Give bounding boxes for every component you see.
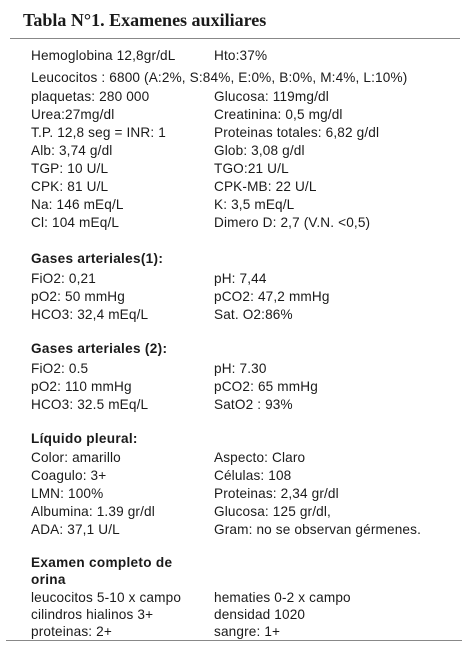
lab-value: T.P. 12,8 seg = INR: 1 xyxy=(31,125,166,140)
lab-value: pCO2: 65 mmHg xyxy=(214,379,318,394)
section-heading: Líquido pleural: xyxy=(31,431,138,446)
lab-value: Proteinas: 2,34 gr/dl xyxy=(214,486,339,501)
lab-value: Na: 146 mEq/L xyxy=(31,197,124,212)
lab-value: HCO3: 32.5 mEq/L xyxy=(31,397,149,412)
lab-value: Dimero D: 2,7 (V.N. <0,5) xyxy=(214,215,371,230)
lab-value: Proteinas totales: 6,82 g/dl xyxy=(214,125,380,140)
section-heading: Gases arteriales(1): xyxy=(31,251,164,266)
lab-value: cilindros hialinos 3+ xyxy=(31,607,154,622)
lab-value: densidad 1020 xyxy=(214,607,306,622)
lab-value: SatO2 : 93% xyxy=(214,397,293,412)
lab-value: Creatinina: 0,5 mg/dl xyxy=(214,107,343,122)
lab-value: TGO:21 U/L xyxy=(214,161,289,176)
lab-value: Hemoglobina 12,8gr/dL xyxy=(31,48,176,63)
lab-value: FiO2: 0.5 xyxy=(31,361,89,376)
lab-value: Glob: 3,08 g/dl xyxy=(214,143,305,158)
section-heading: Gases arteriales (2): xyxy=(31,341,168,356)
lab-value: Urea:27mg/dl xyxy=(31,107,115,122)
lab-value: plaquetas: 280 000 xyxy=(31,89,150,104)
lab-value: pH: 7.30 xyxy=(214,361,267,376)
lab-value: CPK: 81 U/L xyxy=(31,179,109,194)
lab-value: Gram: no se observan gérmenes. xyxy=(214,522,421,537)
lab-value: Glucosa: 125 gr/dl, xyxy=(214,504,331,519)
lab-value: LMN: 100% xyxy=(31,486,104,501)
lab-value: FiO2: 0,21 xyxy=(31,271,96,286)
title-rule xyxy=(10,38,460,39)
lab-value: pO2: 50 mmHg xyxy=(31,289,125,304)
lab-value: pH: 7,44 xyxy=(214,271,267,286)
lab-value: Cl: 104 mEq/L xyxy=(31,215,120,230)
lab-value: ADA: 37,1 U/L xyxy=(31,522,120,537)
lab-value: proteinas: 2+ xyxy=(31,624,112,639)
lab-value: leucocitos 5-10 x campo xyxy=(31,590,182,605)
lab-value: pO2: 110 mmHg xyxy=(31,379,132,394)
lab-value: Alb: 3,74 g/dl xyxy=(31,143,113,158)
lab-value: Aspecto: Claro xyxy=(214,450,306,465)
lab-value: K: 3,5 mEq/L xyxy=(214,197,295,212)
lab-value: Leucocitos : 6800 (A:2%, S:84%, E:0%, B:0%, M:4%, L:10%) xyxy=(31,70,408,85)
lab-value: HCO3: 32,4 mEq/L xyxy=(31,307,149,322)
section-heading: orina xyxy=(31,572,66,587)
lab-value: CPK-MB: 22 U/L xyxy=(214,179,317,194)
lab-value: Color: amarillo xyxy=(31,450,121,465)
lab-value: sangre: 1+ xyxy=(214,624,281,639)
lab-value: Glucosa: 119mg/dl xyxy=(214,89,329,104)
lab-value: Albumina: 1.39 gr/dl xyxy=(31,504,155,519)
lab-value: Sat. O2:86% xyxy=(214,307,293,322)
lab-value: Hto:37% xyxy=(214,48,268,63)
bottom-rule xyxy=(6,640,462,641)
lab-value: hematies 0-2 x campo xyxy=(214,590,351,605)
section-heading: Examen completo de xyxy=(31,555,173,570)
lab-value: TGP: 10 U/L xyxy=(31,161,109,176)
lab-value: pCO2: 47,2 mmHg xyxy=(214,289,330,304)
lab-value: Células: 108 xyxy=(214,468,292,483)
table-title: Tabla N°1. Examenes auxiliares xyxy=(23,10,267,30)
lab-value: Coagulo: 3+ xyxy=(31,468,107,483)
